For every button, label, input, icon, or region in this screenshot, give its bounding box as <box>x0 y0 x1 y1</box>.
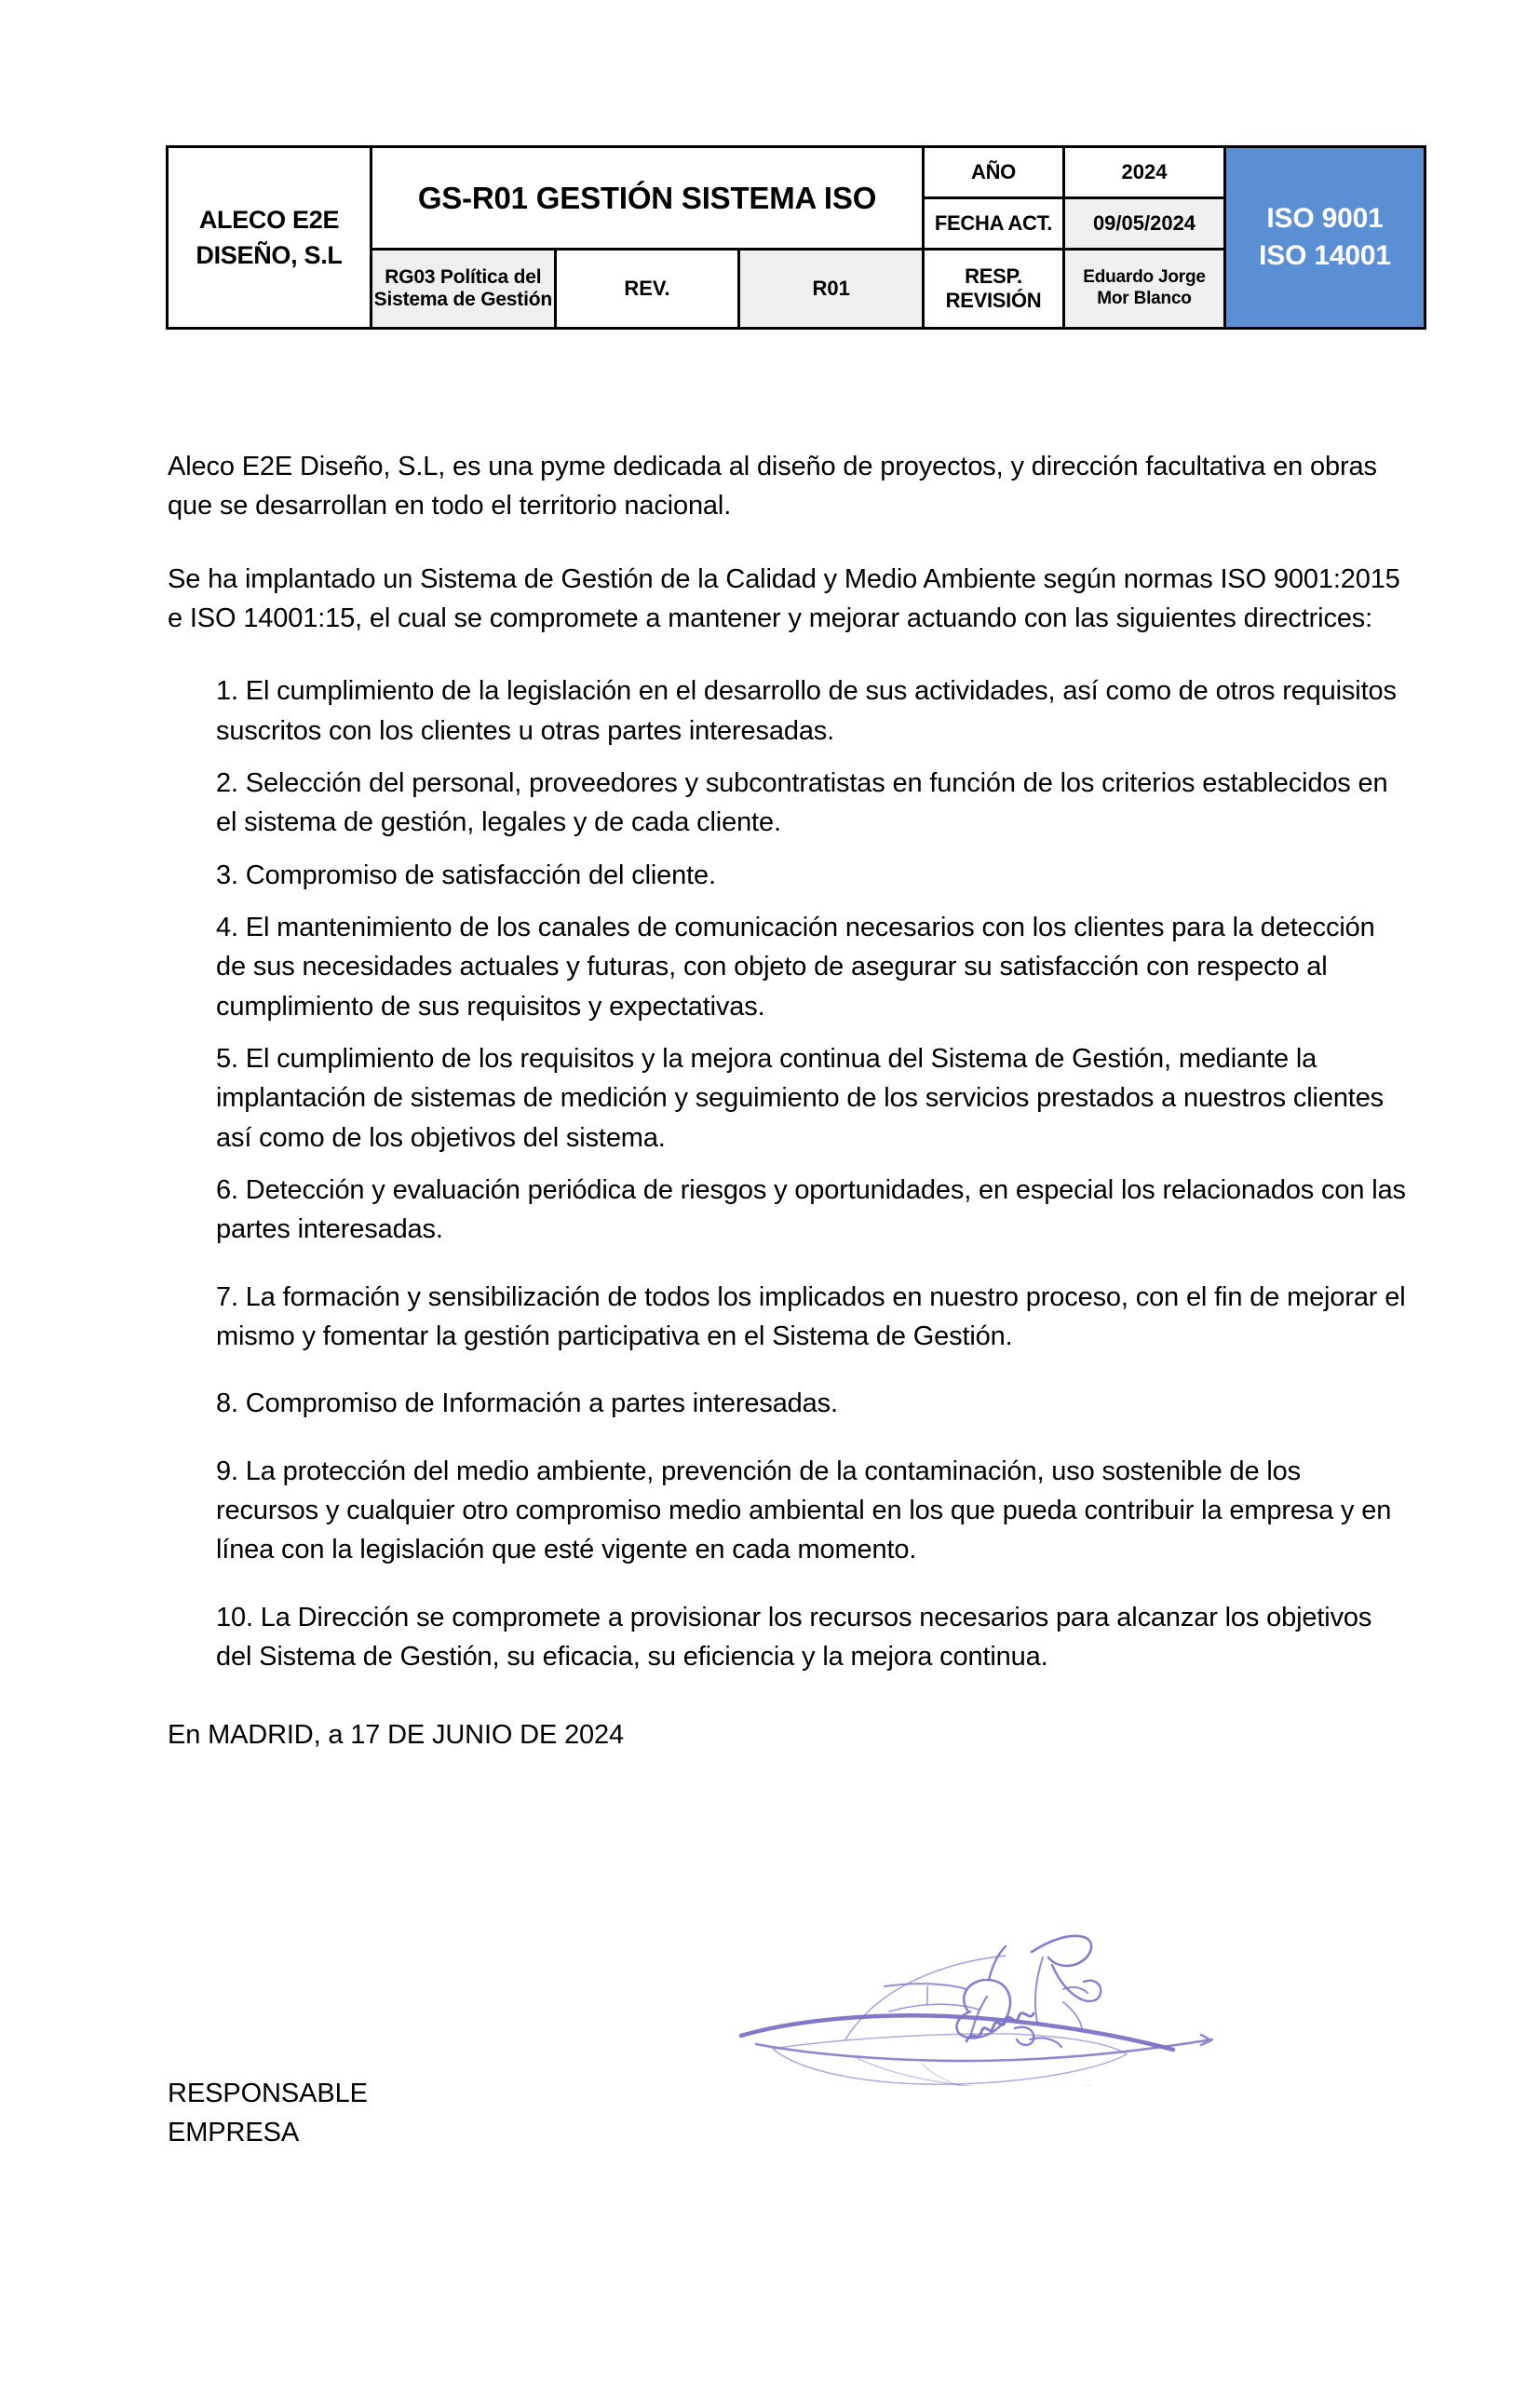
iso-9001-label: ISO 9001 <box>1266 203 1384 235</box>
date-label-cell: FECHA ACT. <box>924 198 1064 250</box>
list-item: 4. El mantenimiento de los canales de comunicación necesarios con los clientes para la detección de sus necesidades actuales y futuras, con objeto de asegurar su satisfacción con respecto al cumplimiento de sus requisitos y expectativas. <box>216 912 1375 1022</box>
date-value-cell: 09/05/2024 <box>1064 198 1225 250</box>
revision-label-cell: REV. <box>555 250 739 329</box>
responsible-label-line1: RESP. <box>965 264 1022 288</box>
list-item: 5. El cumplimiento de los requisitos y la mejora continua del Sistema de Gestión, mediante la implantación de sistemas de medición y seguimiento de los servicios prestados a nuestros clientes así como de los objetivos del sistema. <box>216 1043 1385 1153</box>
responsible-name-line1: Eduardo Jorge <box>1083 267 1206 288</box>
document-subtitle-cell: RG03 Política del Sistema de Gestión <box>371 250 556 329</box>
iso-certification-badge <box>1225 147 1425 329</box>
list-item: 7. La formación y sensibilización de todos los implicados en nuestro proceso, con el fin de mejorar el mismo y fomentar la gestión participativa en el Sistema de Gestión. <box>216 1281 1406 1351</box>
footer-line-responsable: RESPONSABLE <box>168 2079 368 2108</box>
iso-14001-label: ISO 14001 <box>1259 240 1391 271</box>
list-item: 6. Detección y evaluación periódica de riesgos y oportunidades, en especial los relacionados con las partes interesadas. <box>216 1174 1406 1245</box>
footer-line-empresa: EMPRESA <box>168 2117 300 2147</box>
list-item: 8. Compromiso de Información a partes interesadas. <box>216 1388 838 1419</box>
company-name-line2: DISEÑO, S.L <box>196 241 343 269</box>
intro-paragraph-1: Aleco E2E Diseño, S.L, es una pyme dedicada al diseño de proyectos, y dirección facultativa en obras que se desarrollan en todo el territorio nacional. <box>168 452 1377 522</box>
list-item: 2. Selección del personal, proveedores y subcontratistas en función de los criterios establecidos en el sistema de gestión, legales y de cada cliente. <box>216 767 1388 838</box>
list-item: 10. La Dirección se compromete a provisionar los recursos necesarios para alcanzar los objetivos del Sistema de Gestión, su eficacia, su eficiencia y la mejora continua. <box>216 1602 1372 1672</box>
header-row-top <box>168 147 1425 198</box>
intro-paragraph-2: Se ha implantado un Sistema de Gestión de la Calidad y Medio Ambiente según normas ISO 9001:2015 e ISO 14001:15, el cual se compromete a mantener y mejorar actuando con las siguientes directrices: <box>168 563 1400 633</box>
list-item: 9. La protección del medio ambiente, prevención de la contaminación, uso sostenible de los recursos y cualquier otro compromiso medio ambiental en los que pueda contribuir la empresa y en línea con la legislación que esté vigente en cada momento. <box>216 1456 1392 1565</box>
responsible-label-line2: REVISIÓN <box>945 289 1042 312</box>
company-name-line1: ALECO E2E <box>198 205 340 234</box>
year-label-cell: AÑO <box>924 147 1064 198</box>
signature-image <box>736 1900 1229 2086</box>
company-name-cell <box>168 147 371 329</box>
year-value-cell: 2024 <box>1064 147 1225 198</box>
document-header-table <box>166 145 1426 330</box>
list-item: 1. El cumplimiento de la legislación en el desarrollo de sus actividades, así como de otros requisitos suscritos con los clientes u otras partes interesadas. <box>216 676 1397 746</box>
document-body <box>168 447 1406 1755</box>
place-and-date: En MADRID, a 17 DE JUNIO DE 2024 <box>168 1720 624 1751</box>
revision-value-cell: R01 <box>739 250 924 329</box>
signature-block-caption <box>168 2075 368 2153</box>
document-title-cell: GS-R01 GESTIÓN SISTEMA ISO <box>371 147 924 250</box>
responsible-name-line2: Mor Blanco <box>1097 289 1192 308</box>
responsible-label-cell <box>924 250 1064 329</box>
list-item: 3. Compromiso de satisfacción del cliente. <box>216 860 716 890</box>
responsible-value-cell <box>1064 250 1225 329</box>
policy-directives-list <box>168 671 1406 1676</box>
